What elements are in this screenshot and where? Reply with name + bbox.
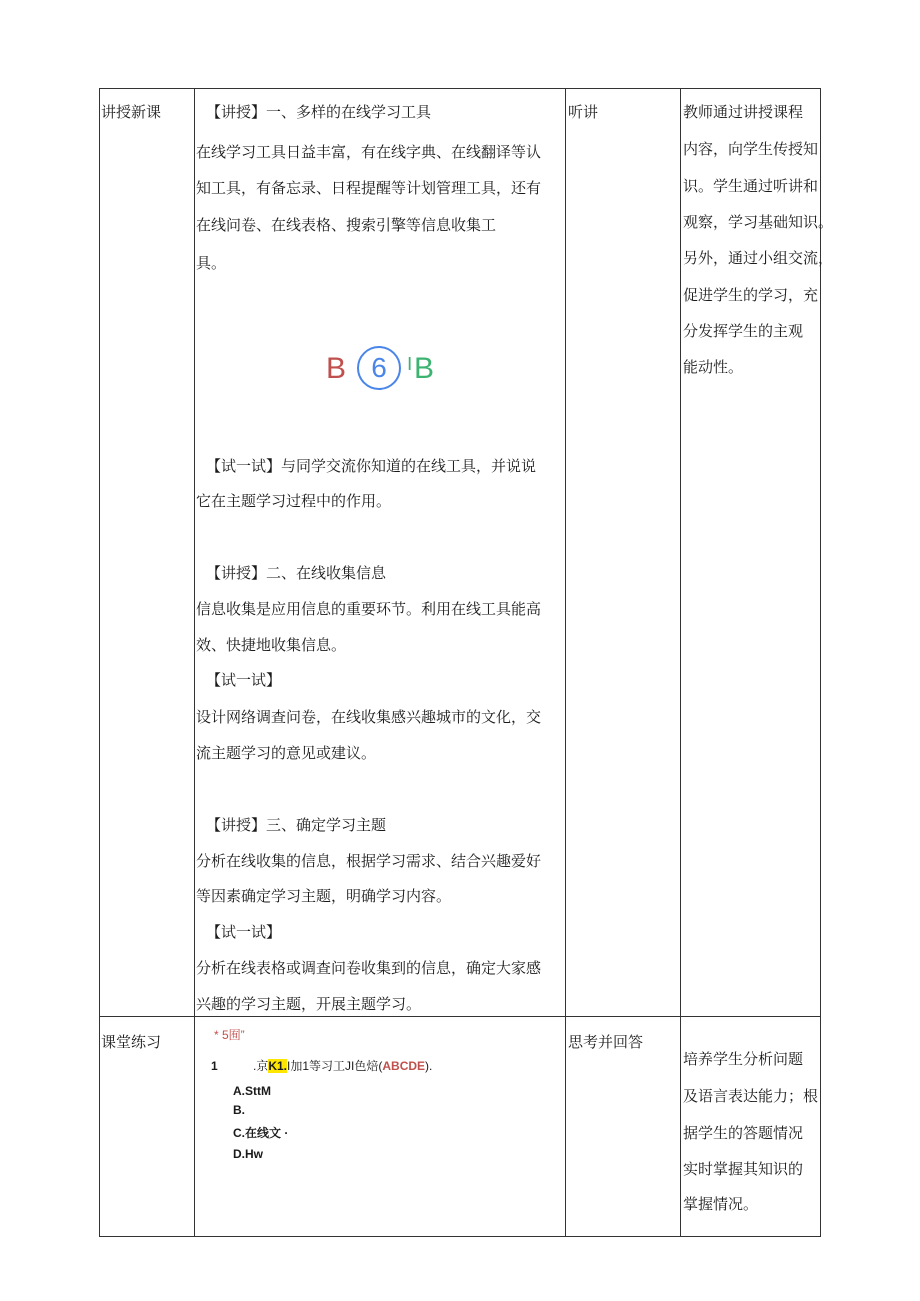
row-divider — [99, 1016, 820, 1017]
logo-letter-b-green: B — [414, 352, 435, 385]
question-prefix: .京 — [253, 1059, 269, 1073]
content-line: 【讲授】一、多样的在线学习工具 — [206, 103, 432, 121]
content-line: 等因素确定学习主题，明确学习内容。 — [196, 887, 452, 905]
col-border-1 — [194, 88, 195, 1237]
question-suffix: ). — [425, 1059, 433, 1073]
intent-line: 识。学生通过听讲和 — [683, 177, 819, 195]
content-line: 它在主题学习过程中的作用。 — [196, 492, 392, 510]
intent-line: 培养学生分析问题 — [683, 1050, 804, 1068]
exercise-header: * 5囿” — [214, 1028, 245, 1042]
question-middle: I加1等习工JI色焙( — [287, 1059, 383, 1073]
stage-label-lecture: 讲授新课 — [101, 103, 162, 121]
intent-line: 掌握情况。 — [683, 1195, 759, 1213]
intent-line: 内容，向学生传授知 — [683, 140, 819, 158]
content-line: 效、快捷地收集信息。 — [196, 636, 347, 654]
intent-line: 观察，学习基础知识。 — [683, 213, 834, 231]
question-highlight: K1. — [268, 1059, 288, 1073]
table-top-border — [99, 88, 820, 89]
col-border-left — [99, 88, 100, 1237]
content-line: 流主题学习的意见或建议。 — [196, 744, 377, 762]
intent-line: 及语言表达能力；根 — [683, 1087, 819, 1105]
content-line: 在线学习工具日益丰富，有在线字典、在线翻译等认 — [196, 143, 542, 161]
content-line: 【讲授】二、在线收集信息 — [206, 564, 387, 582]
intent-line: 另外，通过小组交流， — [683, 249, 834, 267]
option-d: D.Hw — [233, 1147, 263, 1161]
tool-logo — [326, 346, 446, 392]
content-line: 设计网络调查问卷，在线收集感兴趣城市的文化，交 — [196, 708, 542, 726]
col-border-3 — [680, 88, 681, 1237]
content-line: 【讲授】三、确定学习主题 — [206, 816, 387, 834]
logo-circle-six: 6 — [357, 346, 401, 390]
content-line: 在线问卷、在线表格、搜索引擎等信息收集工 — [196, 216, 497, 234]
content-line: 【试一试】 — [206, 671, 282, 689]
intent-line: 实时掌握其知识的 — [683, 1160, 804, 1178]
student-activity-listen: 听讲 — [568, 103, 599, 121]
content-line: 【试一试】与同学交流你知道的在线工具，并说说 — [206, 457, 537, 475]
question-number: 1 — [211, 1059, 218, 1073]
logo-letter-b-red: B — [326, 352, 347, 385]
stage-label-exercise: 课堂练习 — [101, 1033, 162, 1051]
intent-line: 促进学生的学习，充 — [683, 286, 819, 304]
table-bottom-border — [99, 1236, 820, 1237]
intent-line: 教师通过讲授课程 — [683, 103, 804, 121]
intent-line: 分发挥学生的主观 — [683, 322, 804, 340]
content-line: 【试一试】 — [206, 923, 282, 941]
option-a: A.SttM — [233, 1084, 271, 1098]
content-line: 兴趣的学习主题，开展主题学习。 — [196, 995, 422, 1013]
option-b: B. — [233, 1103, 245, 1117]
student-activity-answer: 思考并回答 — [568, 1033, 644, 1051]
col-border-2 — [565, 88, 566, 1237]
question-answer: ABCDE — [382, 1059, 426, 1073]
intent-line: 能动性。 — [683, 358, 744, 376]
intent-line: 据学生的答题情况 — [683, 1124, 804, 1142]
content-line: 分析在线收集的信息，根据学习需求、结合兴趣爱好 — [196, 852, 542, 870]
option-c: C.在线文 · — [233, 1126, 289, 1140]
content-line: 分析在线表格或调查问卷收集到的信息，确定大家感 — [196, 959, 542, 977]
content-line: 信息收集是应用信息的重要环节。利用在线工具能高 — [196, 600, 542, 618]
logo-tick: I — [407, 354, 413, 375]
question-text — [253, 1058, 432, 1074]
content-line: 知工具，有备忘录、日程提醒等计划管理工具，还有 — [196, 179, 542, 197]
content-line: 具。 — [196, 254, 227, 272]
